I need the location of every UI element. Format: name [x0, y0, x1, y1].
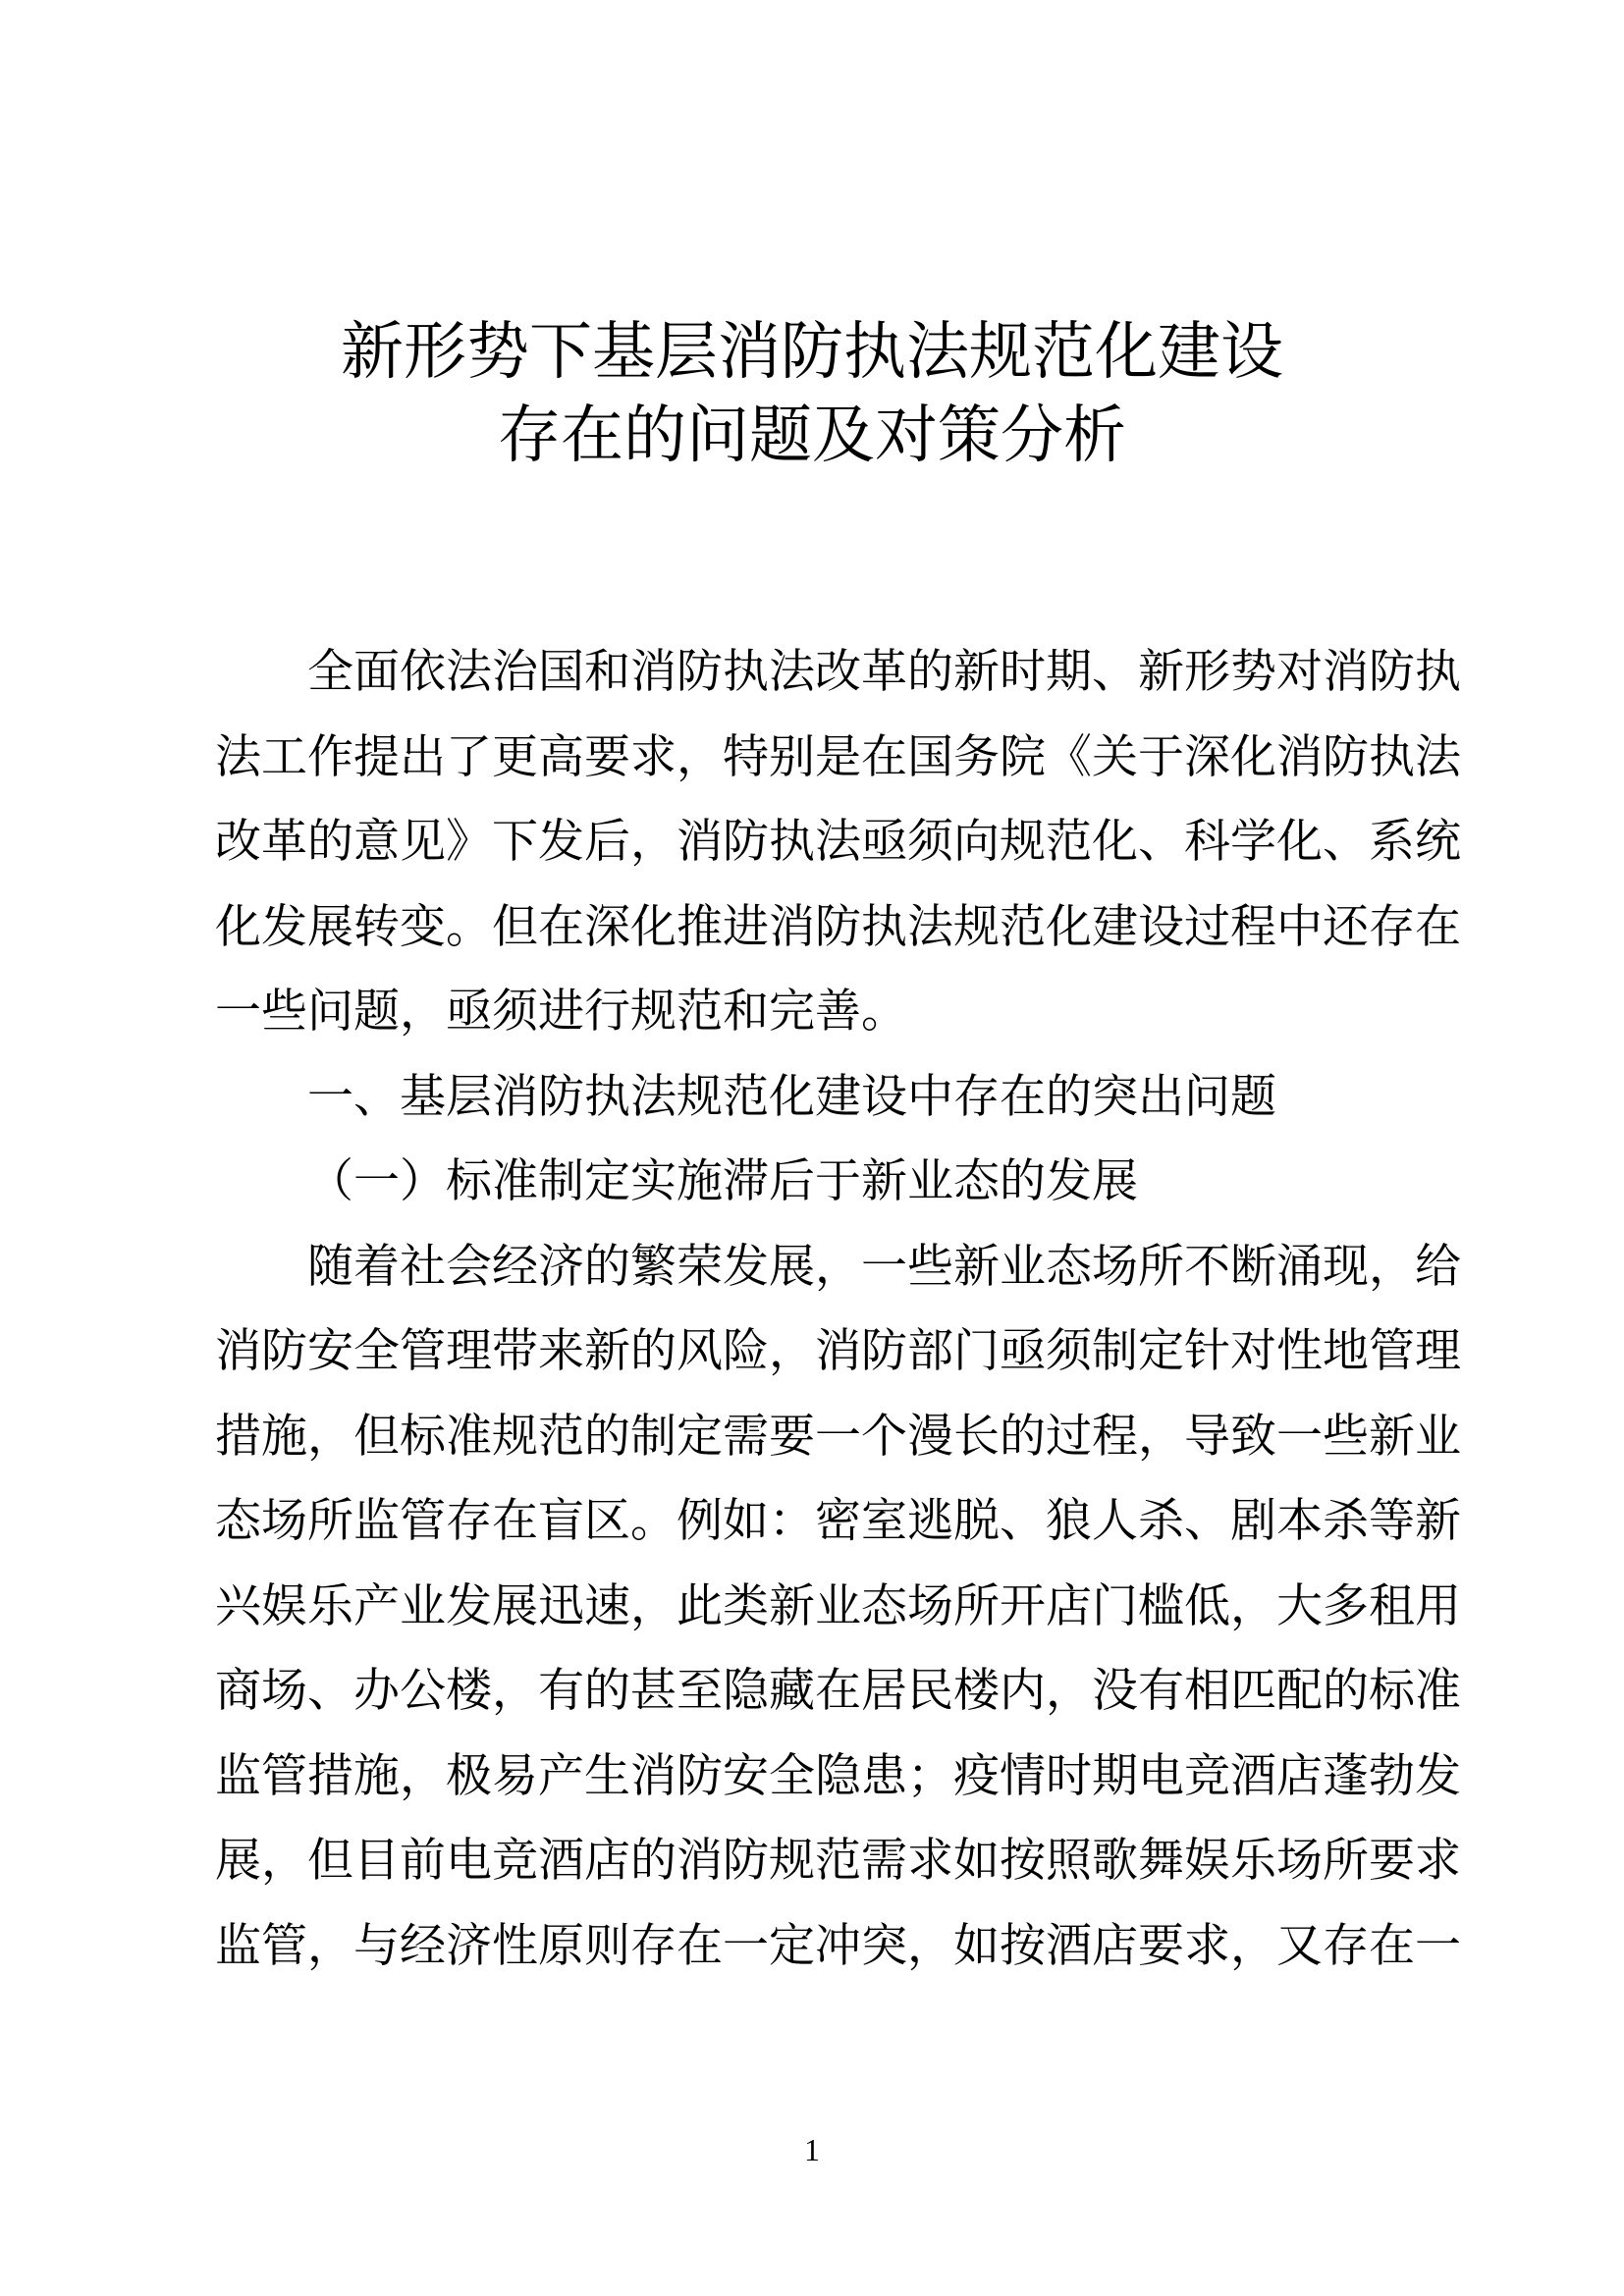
- text-line: 一些问题，亟须进行规范和完善。: [215, 985, 907, 1039]
- text-line: 化发展转变。但在深化推进消防执法规范化建设过程中还存在: [215, 899, 1461, 954]
- text-line: 随着社会经济的繁荣发展，一些新业态场所不断涌现，给: [307, 1239, 1461, 1294]
- text-line: 全面依法治国和消防执法改革的新时期、新形势对消防执: [307, 645, 1461, 699]
- text-line: 态场所监管存在盲区。例如：密室逃脱、狼人杀、剧本杀等新: [215, 1494, 1461, 1548]
- text-line: 展，但目前电竞酒店的消防规范需求如按照歌舞娱乐场所要求: [215, 1834, 1461, 1888]
- text-line: 监管，与经济性原则存在一定冲突，如按酒店要求，又存在一: [215, 1918, 1461, 1973]
- subsection-heading: （一）标准制定实施滞后于新业态的发展: [307, 1154, 1138, 1208]
- text-line: 法工作提出了更高要求，特别是在国务院《关于深化消防执法: [215, 729, 1461, 784]
- page-number: 1: [804, 2132, 820, 2167]
- document-body: [215, 630, 1461, 1989]
- text-line: 商场、办公楼，有的甚至隐藏在居民楼内，没有相匹配的标准: [215, 1664, 1461, 1718]
- text-line: 兴娱乐产业发展迅速，此类新业态场所开店门槛低，大多租用: [215, 1578, 1461, 1633]
- document-title-line-2: 存在的问题及对策分析: [498, 400, 1126, 472]
- intro-paragraph: [215, 630, 1461, 1055]
- text-line: 监管措施，极易产生消防安全隐患；疫情时期电竞酒店蓬勃发: [215, 1748, 1461, 1803]
- text-line: 消防安全管理带来新的风险，消防部门亟须制定针对性地管理: [215, 1324, 1461, 1378]
- text-line: 措施，但标准规范的制定需要一个漫长的过程，导致一些新业: [215, 1409, 1461, 1464]
- subsection-paragraph: [215, 1225, 1461, 1990]
- document-title-line-1: 新形势下基层消防执法规范化建设: [341, 316, 1283, 389]
- text-line: 改革的意见》下发后，消防执法亟须向规范化、科学化、系统: [215, 815, 1461, 869]
- section-heading: 一、基层消防执法规范化建设中存在的突出问题: [307, 1069, 1276, 1124]
